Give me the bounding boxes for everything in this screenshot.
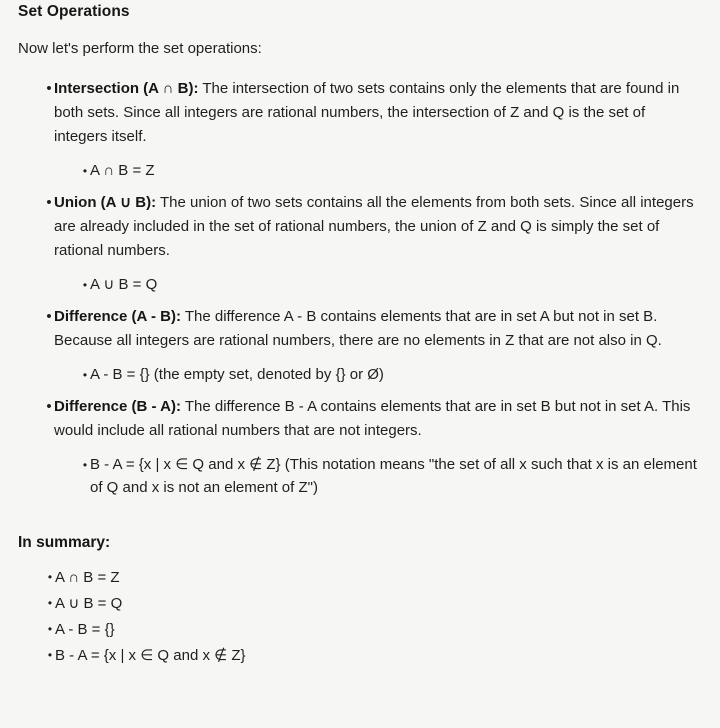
formula-text: A ∩ B = Z <box>55 569 120 586</box>
formula-text: A ∪ B = Q <box>90 276 158 293</box>
bullet-icon: • <box>82 458 88 472</box>
summary-list <box>18 565 700 668</box>
bullet-icon: • <box>82 278 88 292</box>
operation-body <box>54 77 700 149</box>
set-operations-list <box>18 77 700 499</box>
list-item <box>18 395 700 499</box>
operation-label: Difference (B - A): <box>54 398 181 415</box>
page-title: Set Operations <box>18 3 130 20</box>
intro-paragraph: Now let's perform the set operations: <box>18 40 262 57</box>
bullet-icon: • <box>46 398 52 415</box>
operation-label: Difference (A - B): <box>54 308 181 325</box>
operation-sub-list <box>54 363 700 386</box>
bullet-icon: • <box>46 80 52 97</box>
list-item <box>54 273 700 296</box>
bullet-icon: • <box>46 194 52 211</box>
list-item <box>18 591 700 616</box>
formula-text: B - A = {x | x ∈ Q and x ∉ Z} (This notation means "the set of all x such that x is an element of Q and x is not an element of Z") <box>90 456 697 496</box>
bullet-icon: • <box>82 164 88 178</box>
list-item <box>18 617 700 642</box>
operation-sub-list <box>54 159 700 182</box>
list-item <box>54 159 700 182</box>
operation-label: Union (A ∪ B): <box>54 194 157 211</box>
list-item <box>54 363 700 386</box>
list-item <box>18 565 700 590</box>
summary-title: In summary: <box>18 534 111 551</box>
operation-body <box>54 305 700 353</box>
operation-text: The difference B - A contains elements that are in set B but not in set A. This would include all rational numbers that are not integers. <box>54 398 691 439</box>
list-item <box>18 643 700 668</box>
formula-text: A - B = {} <box>55 621 115 638</box>
operation-body <box>54 191 700 263</box>
operation-label: Intersection (A ∩ B): <box>54 80 199 97</box>
bullet-icon: • <box>47 622 53 636</box>
formula-text: A - B = {} (the empty set, denoted by {} or Ø) <box>90 366 384 383</box>
operation-text: The difference A - B contains elements that are in set A but not in set B. Because all integers are rational numbers, there are no elements in Z that are not also in Q. <box>54 308 662 349</box>
operation-text: The intersection of two sets contains only the elements that are found in both sets. Since all integers are rational numbers, the intersection of Z and Q is the set of integers itself. <box>54 80 680 145</box>
formula-text: A ∪ B = Q <box>55 595 123 612</box>
bullet-icon: • <box>47 596 53 610</box>
bullet-icon: • <box>46 308 52 325</box>
formula-text: B - A = {x | x ∈ Q and x ∉ Z} <box>55 647 246 664</box>
operation-sub-list <box>54 273 700 296</box>
list-item <box>18 191 700 296</box>
operation-sub-list <box>54 453 700 499</box>
list-item <box>18 305 700 386</box>
formula-text: A ∩ B = Z <box>90 162 155 179</box>
list-item <box>54 453 700 499</box>
bullet-icon: • <box>47 570 53 584</box>
operation-text: The union of two sets contains all the elements from both sets. Since all integers are already included in the set of rational numbers, the union of Z and Q is simply the set of rational numbers. <box>54 194 694 259</box>
bullet-icon: • <box>47 648 53 662</box>
bullet-icon: • <box>82 368 88 382</box>
operation-body <box>54 395 700 443</box>
list-item <box>18 77 700 182</box>
document-page <box>0 2 720 728</box>
